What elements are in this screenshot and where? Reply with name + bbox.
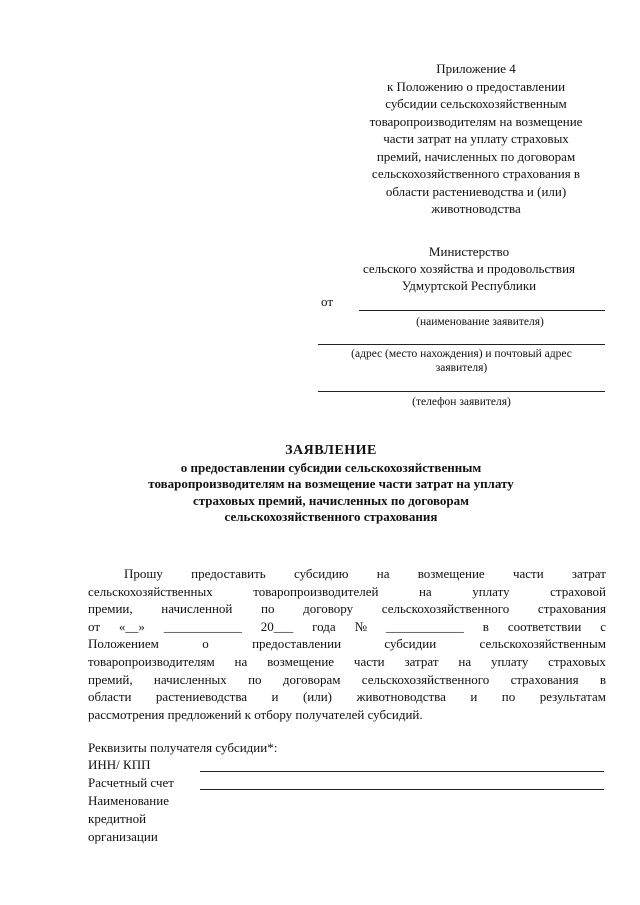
body-line: сельскохозяйственных товаропроизводителей на уплату страховой <box>88 583 606 599</box>
appendix-line: области растениеводства и (или) <box>385 183 567 199</box>
account-label: Расчетный счет <box>88 775 174 790</box>
phone-caption: (телефон заявителя) <box>412 396 511 408</box>
addressee-line: Министерство <box>428 244 510 259</box>
applicant-name-field[interactable] <box>359 310 605 311</box>
addressee-line: сельского хозяйства и продовольствия <box>362 261 576 276</box>
appendix-line: субсидии сельскохозяйственным <box>385 96 567 111</box>
appendix-line: к Положению о предоставлении <box>386 78 566 94</box>
title-sub-line: товаропроизводителям на возмещение части затрат на уплату <box>148 476 514 491</box>
inn-kpp-label: ИНН/ КПП <box>88 757 151 772</box>
from-label: от <box>321 294 334 309</box>
inn-kpp-field[interactable] <box>200 771 604 772</box>
body-line: товаропроизводителям на возмещение части затрат на уплату страховых <box>88 653 606 669</box>
address-field[interactable] <box>318 344 605 345</box>
bank-name-line: кредитной <box>88 811 147 826</box>
body-line: области растениеводства и (или) животноводства и по результатам <box>88 689 606 705</box>
month-blank[interactable]: ____________ <box>163 618 242 634</box>
appendix-line: Приложение 4 <box>436 61 516 76</box>
appendix-line: сельскохозяйственного страхования в <box>371 166 581 181</box>
appendix-line: части затрат на уплату страховых <box>383 131 569 146</box>
body-line-date-number: от «__» ____________ 20___ года № ____________ в соответствии с <box>88 618 606 634</box>
bank-name-label <box>88 792 169 846</box>
body-line: Прошу предоставить субсидию на возмещение части затрат <box>124 566 606 581</box>
bank-name-line: организации <box>88 829 158 844</box>
addressee-line: Удмуртской Республики <box>401 278 537 293</box>
appendix-line: животноводства <box>431 201 521 216</box>
appendix-header <box>330 60 622 218</box>
body-line-last: рассмотрения предложений к отбору получателей субсидий. <box>88 706 423 722</box>
title-main: ЗАЯВЛЕНИЕ <box>285 443 377 458</box>
address-caption-line: заявителя) <box>435 362 488 374</box>
account-field[interactable] <box>200 789 604 790</box>
appendix-line: премий, начисленных по договорам <box>376 148 576 164</box>
body-line: премий, начисленных по договорам сельскохозяйственного страхования в <box>88 671 606 687</box>
addressee-block <box>318 243 620 294</box>
appendix-line: товаропроизводителям на возмещение <box>369 113 583 129</box>
body-line: Положением о предоставлении субсидии сельскохозяйственным <box>88 636 606 652</box>
phone-field[interactable] <box>318 391 605 392</box>
year-blank[interactable]: 20___ <box>260 618 294 634</box>
day-blank[interactable]: «__» <box>118 618 145 634</box>
document-title <box>96 443 566 526</box>
title-sub-line: страховых премий, начисленных по договорам <box>192 492 470 508</box>
title-sub-line: о предоставлении субсидии сельскохозяйственным <box>180 459 482 475</box>
contract-number-blank[interactable]: ____________ <box>385 618 464 634</box>
address-caption <box>318 347 605 375</box>
title-sub-line: сельскохозяйственного страхования <box>224 509 438 524</box>
body-line: премии, начисленной по договору сельскохозяйственного страхования <box>88 601 606 617</box>
bank-name-line: Наименование <box>88 793 169 808</box>
application-body <box>88 565 606 723</box>
requisites-title: Реквизиты получателя субсидии*: <box>88 740 278 755</box>
address-caption-line: (адрес (место нахождения) и почтовый адрес <box>351 348 572 360</box>
applicant-name-caption: (наименование заявителя) <box>416 316 544 328</box>
